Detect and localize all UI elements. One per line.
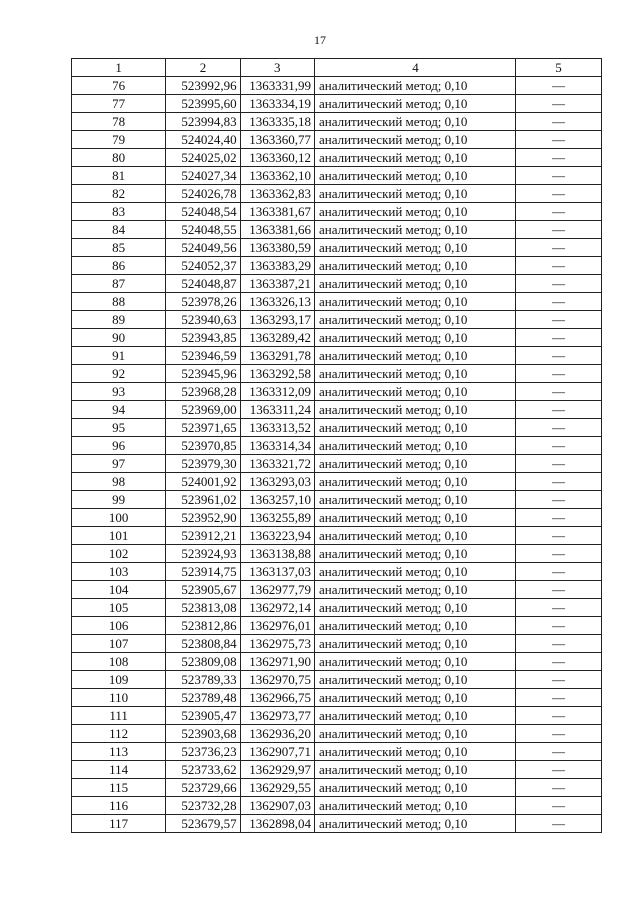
point-number-cell: 80 — [72, 149, 166, 167]
table-row — [72, 437, 602, 455]
point-number-cell: 99 — [72, 491, 166, 509]
y-coordinate-cell: 1363293,17 — [240, 311, 314, 329]
x-coordinate-cell: 523736,23 — [166, 743, 240, 761]
table-row — [72, 113, 602, 131]
table-row — [72, 761, 602, 779]
point-number-cell: 94 — [72, 401, 166, 419]
table-row — [72, 419, 602, 437]
point-number-cell: 102 — [72, 545, 166, 563]
table-row — [72, 473, 602, 491]
point-number-cell: 93 — [72, 383, 166, 401]
y-coordinate-cell: 1362936,20 — [240, 725, 314, 743]
method-accuracy-cell: аналитический метод; 0,10 — [314, 221, 515, 239]
x-coordinate-cell: 523943,85 — [166, 329, 240, 347]
x-coordinate-cell: 523978,26 — [166, 293, 240, 311]
method-accuracy-cell: аналитический метод; 0,10 — [314, 581, 515, 599]
note-cell: — — [516, 167, 602, 185]
table-row — [72, 203, 602, 221]
note-cell: — — [516, 797, 602, 815]
x-coordinate-cell: 523789,33 — [166, 671, 240, 689]
table-row — [72, 797, 602, 815]
column-header: 2 — [166, 59, 240, 77]
point-number-cell: 113 — [72, 743, 166, 761]
x-coordinate-cell: 523946,59 — [166, 347, 240, 365]
note-cell: — — [516, 527, 602, 545]
method-accuracy-cell: аналитический метод; 0,10 — [314, 815, 515, 833]
note-cell: — — [516, 221, 602, 239]
y-coordinate-cell: 1362898,04 — [240, 815, 314, 833]
method-accuracy-cell: аналитический метод; 0,10 — [314, 185, 515, 203]
x-coordinate-cell: 523905,47 — [166, 707, 240, 725]
y-coordinate-cell: 1363331,99 — [240, 77, 314, 95]
note-cell: — — [516, 329, 602, 347]
method-accuracy-cell: аналитический метод; 0,10 — [314, 689, 515, 707]
note-cell: — — [516, 203, 602, 221]
point-number-cell: 89 — [72, 311, 166, 329]
y-coordinate-cell: 1363360,12 — [240, 149, 314, 167]
method-accuracy-cell: аналитический метод; 0,10 — [314, 743, 515, 761]
y-coordinate-cell: 1363314,34 — [240, 437, 314, 455]
page-number: 17 — [314, 33, 326, 47]
y-coordinate-cell: 1363334,19 — [240, 95, 314, 113]
note-cell: — — [516, 509, 602, 527]
x-coordinate-cell: 524001,92 — [166, 473, 240, 491]
table-row — [72, 365, 602, 383]
note-cell: — — [516, 617, 602, 635]
note-cell: — — [516, 365, 602, 383]
table-body — [72, 59, 602, 833]
point-number-cell: 86 — [72, 257, 166, 275]
x-coordinate-cell: 523968,28 — [166, 383, 240, 401]
method-accuracy-cell: аналитический метод; 0,10 — [314, 347, 515, 365]
y-coordinate-cell: 1363383,29 — [240, 257, 314, 275]
table-row — [72, 815, 602, 833]
note-cell: — — [516, 113, 602, 131]
y-coordinate-cell: 1363381,66 — [240, 221, 314, 239]
point-number-cell: 90 — [72, 329, 166, 347]
x-coordinate-cell: 523952,90 — [166, 509, 240, 527]
method-accuracy-cell: аналитический метод; 0,10 — [314, 311, 515, 329]
note-cell: — — [516, 185, 602, 203]
column-header: 5 — [516, 59, 602, 77]
note-cell: — — [516, 401, 602, 419]
method-accuracy-cell: аналитический метод; 0,10 — [314, 779, 515, 797]
method-accuracy-cell: аналитический метод; 0,10 — [314, 77, 515, 95]
note-cell: — — [516, 455, 602, 473]
x-coordinate-cell: 523813,08 — [166, 599, 240, 617]
x-coordinate-cell: 524024,40 — [166, 131, 240, 149]
point-number-cell: 111 — [72, 707, 166, 725]
y-coordinate-cell: 1362907,71 — [240, 743, 314, 761]
point-number-cell: 92 — [72, 365, 166, 383]
method-accuracy-cell: аналитический метод; 0,10 — [314, 113, 515, 131]
point-number-cell: 96 — [72, 437, 166, 455]
table-row — [72, 689, 602, 707]
point-number-cell: 100 — [72, 509, 166, 527]
x-coordinate-cell: 523808,84 — [166, 635, 240, 653]
table-row — [72, 347, 602, 365]
point-number-cell: 105 — [72, 599, 166, 617]
table-row — [72, 743, 602, 761]
point-number-cell: 104 — [72, 581, 166, 599]
point-number-cell: 98 — [72, 473, 166, 491]
method-accuracy-cell: аналитический метод; 0,10 — [314, 797, 515, 815]
y-coordinate-cell: 1363223,94 — [240, 527, 314, 545]
x-coordinate-cell: 523679,57 — [166, 815, 240, 833]
note-cell: — — [516, 671, 602, 689]
point-number-cell: 110 — [72, 689, 166, 707]
x-coordinate-cell: 523995,60 — [166, 95, 240, 113]
y-coordinate-cell: 1362929,97 — [240, 761, 314, 779]
note-cell: — — [516, 95, 602, 113]
note-cell: — — [516, 149, 602, 167]
table-row — [72, 257, 602, 275]
x-coordinate-cell: 523979,30 — [166, 455, 240, 473]
x-coordinate-cell: 524027,34 — [166, 167, 240, 185]
y-coordinate-cell: 1363313,52 — [240, 419, 314, 437]
method-accuracy-cell: аналитический метод; 0,10 — [314, 545, 515, 563]
note-cell: — — [516, 131, 602, 149]
x-coordinate-cell: 523905,67 — [166, 581, 240, 599]
method-accuracy-cell: аналитический метод; 0,10 — [314, 437, 515, 455]
x-coordinate-cell: 524026,78 — [166, 185, 240, 203]
table-row — [72, 653, 602, 671]
method-accuracy-cell: аналитический метод; 0,10 — [314, 239, 515, 257]
table-row — [72, 77, 602, 95]
x-coordinate-cell: 523914,75 — [166, 563, 240, 581]
y-coordinate-cell: 1363291,78 — [240, 347, 314, 365]
method-accuracy-cell: аналитический метод; 0,10 — [314, 383, 515, 401]
x-coordinate-cell: 523994,83 — [166, 113, 240, 131]
x-coordinate-cell: 523812,86 — [166, 617, 240, 635]
method-accuracy-cell: аналитический метод; 0,10 — [314, 599, 515, 617]
y-coordinate-cell: 1362972,14 — [240, 599, 314, 617]
note-cell: — — [516, 239, 602, 257]
table-row — [72, 167, 602, 185]
coordinates-table — [71, 58, 602, 833]
point-number-cell: 97 — [72, 455, 166, 473]
y-coordinate-cell: 1362976,01 — [240, 617, 314, 635]
method-accuracy-cell: аналитический метод; 0,10 — [314, 473, 515, 491]
y-coordinate-cell: 1363293,03 — [240, 473, 314, 491]
point-number-cell: 84 — [72, 221, 166, 239]
table-row — [72, 491, 602, 509]
method-accuracy-cell: аналитический метод; 0,10 — [314, 257, 515, 275]
method-accuracy-cell: аналитический метод; 0,10 — [314, 653, 515, 671]
x-coordinate-cell: 524048,87 — [166, 275, 240, 293]
point-number-cell: 106 — [72, 617, 166, 635]
method-accuracy-cell: аналитический метод; 0,10 — [314, 149, 515, 167]
point-number-cell: 81 — [72, 167, 166, 185]
point-number-cell: 107 — [72, 635, 166, 653]
table-row — [72, 293, 602, 311]
method-accuracy-cell: аналитический метод; 0,10 — [314, 491, 515, 509]
y-coordinate-cell: 1363289,42 — [240, 329, 314, 347]
x-coordinate-cell: 523789,48 — [166, 689, 240, 707]
x-coordinate-cell: 523945,96 — [166, 365, 240, 383]
x-coordinate-cell: 523733,62 — [166, 761, 240, 779]
y-coordinate-cell: 1362929,55 — [240, 779, 314, 797]
note-cell: — — [516, 599, 602, 617]
x-coordinate-cell: 523924,93 — [166, 545, 240, 563]
note-cell: — — [516, 563, 602, 581]
y-coordinate-cell: 1363292,58 — [240, 365, 314, 383]
method-accuracy-cell: аналитический метод; 0,10 — [314, 203, 515, 221]
table-row — [72, 779, 602, 797]
note-cell: — — [516, 707, 602, 725]
x-coordinate-cell: 524048,54 — [166, 203, 240, 221]
table-row — [72, 455, 602, 473]
note-cell: — — [516, 815, 602, 833]
method-accuracy-cell: аналитический метод; 0,10 — [314, 131, 515, 149]
y-coordinate-cell: 1363311,24 — [240, 401, 314, 419]
method-accuracy-cell: аналитический метод; 0,10 — [314, 167, 515, 185]
note-cell: — — [516, 761, 602, 779]
table-row — [72, 131, 602, 149]
method-accuracy-cell: аналитический метод; 0,10 — [314, 527, 515, 545]
point-number-cell: 83 — [72, 203, 166, 221]
point-number-cell: 76 — [72, 77, 166, 95]
table-row — [72, 725, 602, 743]
x-coordinate-cell: 523729,66 — [166, 779, 240, 797]
point-number-cell: 109 — [72, 671, 166, 689]
table-row — [72, 509, 602, 527]
point-number-cell: 95 — [72, 419, 166, 437]
method-accuracy-cell: аналитический метод; 0,10 — [314, 329, 515, 347]
table-header-row — [72, 59, 602, 77]
table-row — [72, 635, 602, 653]
x-coordinate-cell: 524049,56 — [166, 239, 240, 257]
x-coordinate-cell: 523912,21 — [166, 527, 240, 545]
table-row — [72, 185, 602, 203]
note-cell: — — [516, 383, 602, 401]
x-coordinate-cell: 523940,63 — [166, 311, 240, 329]
x-coordinate-cell: 524025,02 — [166, 149, 240, 167]
table-row — [72, 329, 602, 347]
y-coordinate-cell: 1363312,09 — [240, 383, 314, 401]
x-coordinate-cell: 524048,55 — [166, 221, 240, 239]
point-number-cell: 79 — [72, 131, 166, 149]
method-accuracy-cell: аналитический метод; 0,10 — [314, 419, 515, 437]
point-number-cell: 117 — [72, 815, 166, 833]
y-coordinate-cell: 1363326,13 — [240, 293, 314, 311]
point-number-cell: 88 — [72, 293, 166, 311]
method-accuracy-cell: аналитический метод; 0,10 — [314, 671, 515, 689]
y-coordinate-cell: 1363138,88 — [240, 545, 314, 563]
table-row — [72, 617, 602, 635]
x-coordinate-cell: 523992,96 — [166, 77, 240, 95]
point-number-cell: 115 — [72, 779, 166, 797]
method-accuracy-cell: аналитический метод; 0,10 — [314, 563, 515, 581]
note-cell: — — [516, 581, 602, 599]
table-row — [72, 545, 602, 563]
y-coordinate-cell: 1363387,21 — [240, 275, 314, 293]
y-coordinate-cell: 1363360,77 — [240, 131, 314, 149]
note-cell: — — [516, 545, 602, 563]
y-coordinate-cell: 1363362,83 — [240, 185, 314, 203]
y-coordinate-cell: 1363255,89 — [240, 509, 314, 527]
point-number-cell: 116 — [72, 797, 166, 815]
table-row — [72, 383, 602, 401]
x-coordinate-cell: 523970,85 — [166, 437, 240, 455]
table-row — [72, 95, 602, 113]
y-coordinate-cell: 1363257,10 — [240, 491, 314, 509]
table-row — [72, 311, 602, 329]
column-header: 3 — [240, 59, 314, 77]
y-coordinate-cell: 1363137,03 — [240, 563, 314, 581]
y-coordinate-cell: 1363381,67 — [240, 203, 314, 221]
x-coordinate-cell: 523961,02 — [166, 491, 240, 509]
table-row — [72, 527, 602, 545]
note-cell: — — [516, 653, 602, 671]
x-coordinate-cell: 523903,68 — [166, 725, 240, 743]
table-row — [72, 671, 602, 689]
y-coordinate-cell: 1362966,75 — [240, 689, 314, 707]
method-accuracy-cell: аналитический метод; 0,10 — [314, 401, 515, 419]
method-accuracy-cell: аналитический метод; 0,10 — [314, 95, 515, 113]
point-number-cell: 112 — [72, 725, 166, 743]
note-cell: — — [516, 491, 602, 509]
column-header: 1 — [72, 59, 166, 77]
table-row — [72, 401, 602, 419]
table-row — [72, 581, 602, 599]
table-row — [72, 149, 602, 167]
y-coordinate-cell: 1362975,73 — [240, 635, 314, 653]
note-cell: — — [516, 743, 602, 761]
note-cell: — — [516, 257, 602, 275]
y-coordinate-cell: 1362970,75 — [240, 671, 314, 689]
note-cell: — — [516, 473, 602, 491]
note-cell: — — [516, 347, 602, 365]
y-coordinate-cell: 1362971,90 — [240, 653, 314, 671]
note-cell: — — [516, 635, 602, 653]
note-cell: — — [516, 293, 602, 311]
point-number-cell: 87 — [72, 275, 166, 293]
x-coordinate-cell: 523969,00 — [166, 401, 240, 419]
note-cell: — — [516, 689, 602, 707]
point-number-cell: 85 — [72, 239, 166, 257]
point-number-cell: 82 — [72, 185, 166, 203]
note-cell: — — [516, 275, 602, 293]
point-number-cell: 77 — [72, 95, 166, 113]
method-accuracy-cell: аналитический метод; 0,10 — [314, 707, 515, 725]
table-row — [72, 707, 602, 725]
y-coordinate-cell: 1363321,72 — [240, 455, 314, 473]
note-cell: — — [516, 437, 602, 455]
method-accuracy-cell: аналитический метод; 0,10 — [314, 275, 515, 293]
y-coordinate-cell: 1362973,77 — [240, 707, 314, 725]
table-row — [72, 239, 602, 257]
y-coordinate-cell: 1363362,10 — [240, 167, 314, 185]
point-number-cell: 108 — [72, 653, 166, 671]
y-coordinate-cell: 1363335,18 — [240, 113, 314, 131]
table-row — [72, 563, 602, 581]
table-row — [72, 599, 602, 617]
y-coordinate-cell: 1362977,79 — [240, 581, 314, 599]
x-coordinate-cell: 524052,37 — [166, 257, 240, 275]
y-coordinate-cell: 1363380,59 — [240, 239, 314, 257]
method-accuracy-cell: аналитический метод; 0,10 — [314, 509, 515, 527]
point-number-cell: 91 — [72, 347, 166, 365]
table-row — [72, 275, 602, 293]
x-coordinate-cell: 523732,28 — [166, 797, 240, 815]
y-coordinate-cell: 1362907,03 — [240, 797, 314, 815]
method-accuracy-cell: аналитический метод; 0,10 — [314, 293, 515, 311]
point-number-cell: 101 — [72, 527, 166, 545]
method-accuracy-cell: аналитический метод; 0,10 — [314, 725, 515, 743]
note-cell: — — [516, 779, 602, 797]
point-number-cell: 78 — [72, 113, 166, 131]
note-cell: — — [516, 311, 602, 329]
note-cell: — — [516, 77, 602, 95]
x-coordinate-cell: 523809,08 — [166, 653, 240, 671]
method-accuracy-cell: аналитический метод; 0,10 — [314, 455, 515, 473]
column-header: 4 — [314, 59, 515, 77]
table-row — [72, 221, 602, 239]
method-accuracy-cell: аналитический метод; 0,10 — [314, 617, 515, 635]
note-cell: — — [516, 419, 602, 437]
point-number-cell: 103 — [72, 563, 166, 581]
method-accuracy-cell: аналитический метод; 0,10 — [314, 635, 515, 653]
method-accuracy-cell: аналитический метод; 0,10 — [314, 761, 515, 779]
note-cell: — — [516, 725, 602, 743]
method-accuracy-cell: аналитический метод; 0,10 — [314, 365, 515, 383]
x-coordinate-cell: 523971,65 — [166, 419, 240, 437]
point-number-cell: 114 — [72, 761, 166, 779]
